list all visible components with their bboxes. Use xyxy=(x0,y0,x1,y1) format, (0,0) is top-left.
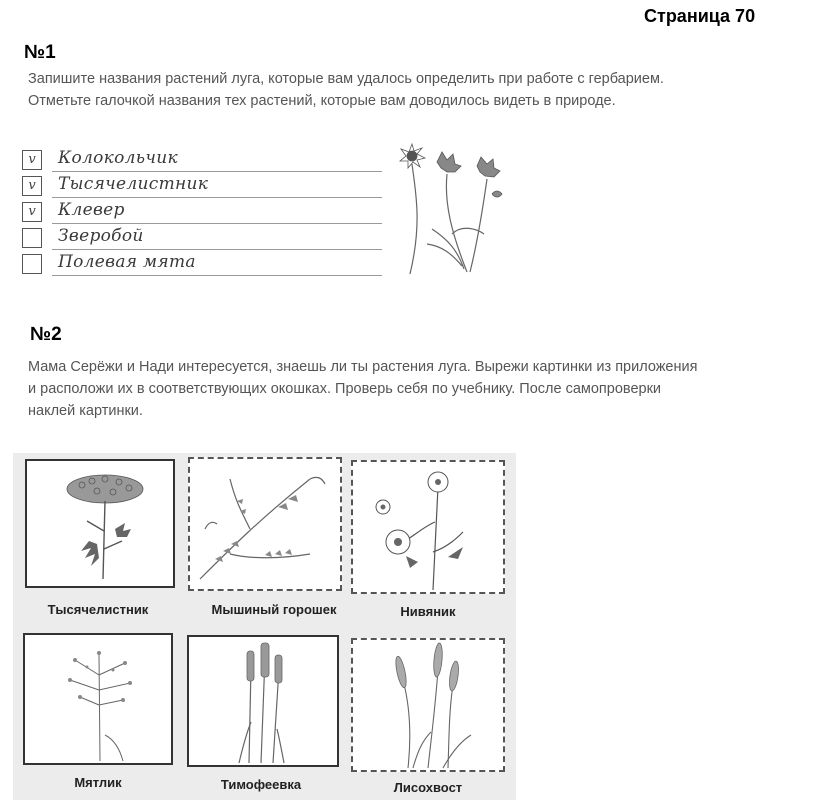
plant-caption: Мышиный горошек xyxy=(211,602,337,617)
list-item xyxy=(22,252,392,276)
writing-line xyxy=(52,249,382,250)
picture-window[interactable] xyxy=(23,633,173,765)
picture-window[interactable] xyxy=(188,457,342,591)
task1-instruction-line: Отметьте галочкой названия тех растений, которые вам доводилось видеть в природе. xyxy=(28,93,616,109)
picture-window[interactable] xyxy=(351,638,505,772)
task2-instruction-line: и расположи их в соответствующих окошках. Проверь себя по учебнику. После самопроверки xyxy=(28,381,662,397)
task2-number: №2 xyxy=(30,324,62,345)
writing-line xyxy=(52,223,382,224)
yarrow-icon xyxy=(27,461,173,586)
checkbox[interactable]: v xyxy=(22,176,42,196)
vetch-icon xyxy=(190,459,340,589)
plant-name-handwritten: Клевер xyxy=(58,200,125,220)
writing-line xyxy=(52,171,382,172)
plant-name-handwritten: Зверобой xyxy=(58,226,144,246)
list-item xyxy=(22,148,392,172)
list-item xyxy=(22,174,392,198)
writing-line xyxy=(52,197,382,198)
task1-number: №1 xyxy=(24,42,56,63)
checkbox[interactable] xyxy=(22,228,42,248)
picture-window[interactable] xyxy=(25,459,175,588)
task1-instruction-line: Запишите названия растений луга, которые вам удалось определить при работе с гербарием. xyxy=(28,71,664,87)
plant-caption: Тимофеевка xyxy=(220,777,302,792)
plant-caption: Тысячелистник xyxy=(47,602,149,617)
bluegrass-icon xyxy=(25,635,171,763)
daisy-icon xyxy=(353,462,503,592)
plant-name-handwritten: Тысячелистник xyxy=(58,174,209,194)
checkbox[interactable]: v xyxy=(22,202,42,222)
plant-name-handwritten: Полевая мята xyxy=(58,252,196,272)
plant-caption: Мятлик xyxy=(74,775,122,790)
plant-name-handwritten: Колокольчик xyxy=(58,148,178,168)
writing-line xyxy=(52,275,382,276)
timothy-grass-icon xyxy=(189,637,337,765)
checkbox[interactable] xyxy=(22,254,42,274)
picture-window[interactable] xyxy=(187,635,339,767)
page-number: Страница 70 xyxy=(644,6,756,26)
plant-cards-grid xyxy=(13,453,516,800)
list-item xyxy=(22,226,392,250)
task1-instruction xyxy=(28,68,664,112)
checkbox[interactable]: v xyxy=(22,150,42,170)
plant-caption: Лисохвост xyxy=(393,780,463,795)
handwritten-plant-list xyxy=(22,148,392,278)
plant-caption: Нивяник xyxy=(400,604,456,619)
task2-instruction-line: наклей картинки. xyxy=(28,403,143,419)
foxtail-icon xyxy=(353,640,503,770)
picture-window[interactable] xyxy=(351,460,505,594)
list-item xyxy=(22,200,392,224)
task2-instruction xyxy=(28,356,697,422)
meadow-flowers-sketch-icon xyxy=(392,134,512,279)
task2-instruction-line: Мама Серёжи и Нади интересуется, знаешь ли ты растения луга. Вырежи картинки из приложения xyxy=(28,359,698,375)
